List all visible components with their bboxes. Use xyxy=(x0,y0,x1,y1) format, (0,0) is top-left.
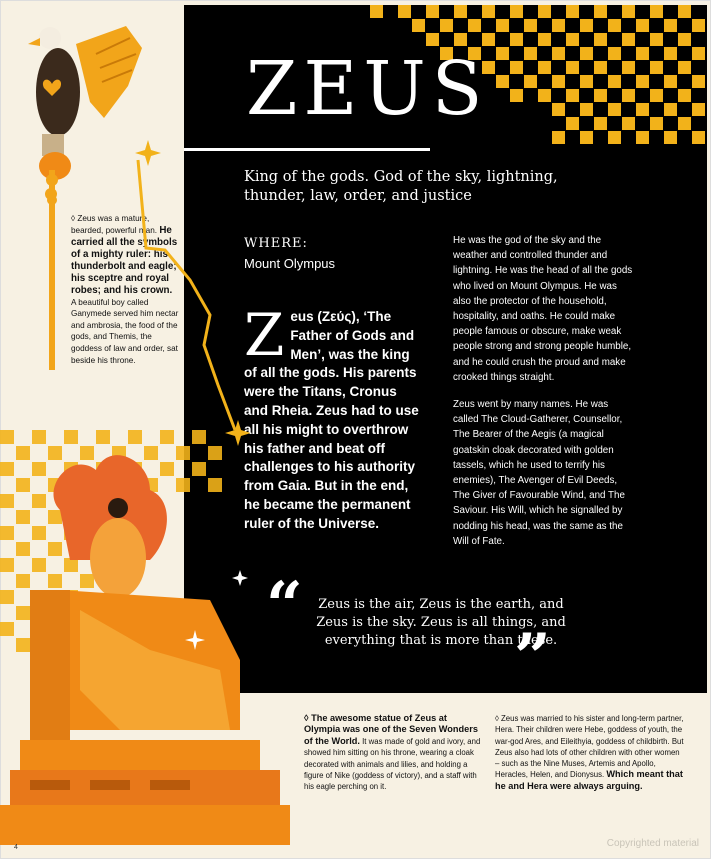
close-quote-icon: ” xyxy=(514,620,551,695)
note-hera-text: Zeus was married to his sister and long-term partner, Hera. Their children were Hebe, goddess of youth, the war-god Ares, and Eileithyia, goddess of childbirth. But Zeus also had lots of other children with other women – such as the Nine Muses, Artemis and Apollo, Heracles, Helen, and Dionysus. xyxy=(495,714,684,780)
drop-cap: Z xyxy=(244,301,285,369)
note-statue-heading: The awesome statue of Zeus at Olympia was one of the Seven Wonders of the World. xyxy=(304,713,478,746)
intro-text: eus (Ζεύς), ‘The Father of Gods and Men’, was the king of all the gods. His parents were the Titans, Cronus and Rheia. Zeus had to use all his might to overthrow his father and beat off challenges to his authority from Gaia. But in the end, he became the permanent ruler of the Universe. xyxy=(244,309,419,531)
description-paragraph-2: Zeus went by many names. He was called The Cloud-Gatherer, Counsellor, The Bearer of the Aegis (a magical goatskin cloak decorated with golden tassels, which he used to terrify his enemies), The Avenger of Evil Deeds, The Giver of Favourable Wind, and The Saviour. His Will, which he signalled by nodding his head, was the same as the Will of Fate. xyxy=(453,399,625,547)
description-paragraph-1: He was the god of the sky and the weather and controlled thunder and lightning. He was the head of all the gods who lived on Mount Olympus. He was also the protector of the household, hospitality, and oaths. He could make people famous or obscure, make weak people strong and strong people humble, and he could crush the proud and make crooked things straight. xyxy=(453,235,633,383)
page-number: 4 xyxy=(14,844,18,851)
open-quote-icon: “ xyxy=(266,568,303,643)
note-hera-marriage xyxy=(495,713,685,792)
diamond-bullet-icon: ◊ xyxy=(71,214,76,223)
description-column xyxy=(453,233,633,561)
lightning-staff-illustration xyxy=(20,130,250,460)
sidenote-bold: He carried all the symbols of a mighty ruler: his thunderbolt and eagle; his sceptre and royal robes; and his crown. xyxy=(71,224,178,296)
where-value: Mount Olympus xyxy=(244,256,336,271)
quote-text: Zeus is the air, Zeus is the earth, and Zeus is the sky. Zeus is all things, and everything that is more than these. xyxy=(316,597,566,648)
sidenote-lead: Zeus was a mature, bearded, powerful man. xyxy=(71,214,158,235)
statue-of-zeus-illustration xyxy=(0,430,300,859)
page-title: ZEUS xyxy=(246,46,489,132)
diamond-bullet-icon: ◊ xyxy=(304,713,309,723)
subtitle: King of the gods. God of the sky, lightning, thunder, law, order, and justice xyxy=(244,169,558,204)
sidenote-rest: A beautiful boy called Ganymede served him nectar and ambrosia, the food of the gods, and Themis, the goddess of law and order, sat beside his throne. xyxy=(71,297,179,365)
note-statue-olympia xyxy=(304,713,482,792)
where-label: WHERE: xyxy=(244,236,308,251)
note-hera-bold: Which meant that he and Hera were always arguing. xyxy=(495,769,683,791)
note-statue-text: It was made of gold and ivory, and showed him sitting on his throne, wearing a cloak decorated with animals and lilies, and holding a figure of Nike (goddess of victory), and a staff with his eagle perching on it. xyxy=(304,736,481,792)
diamond-bullet-icon: ◊ xyxy=(495,714,499,723)
copyright-watermark: Copyrighted material xyxy=(606,838,699,849)
